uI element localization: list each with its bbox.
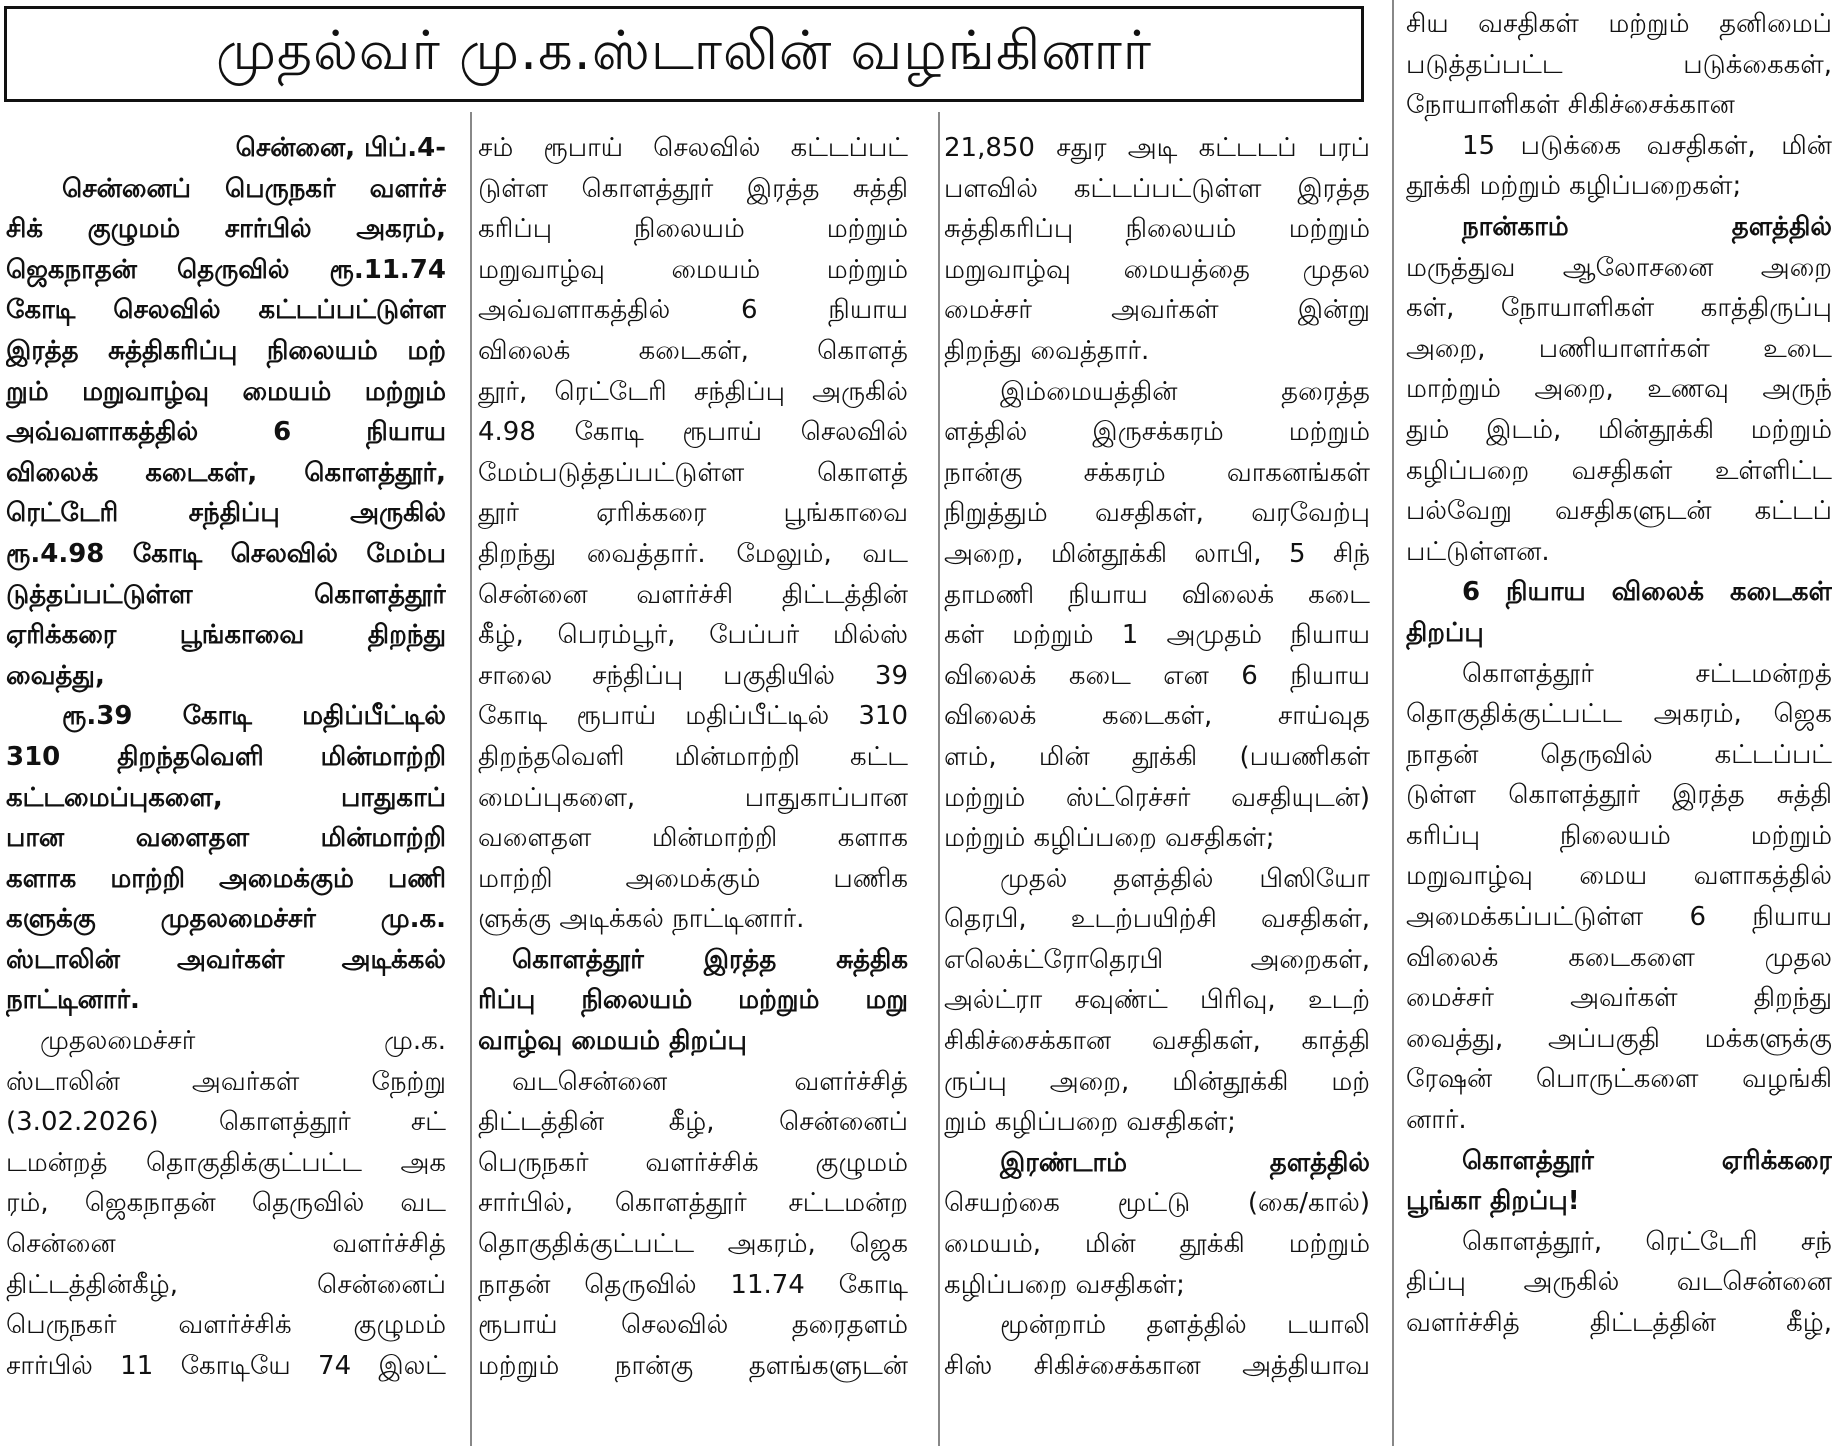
- text-line: தூக்கி மற்றும் கழிப்பறைகள்;: [1406, 171, 1742, 202]
- text-line: மைச்சர் அவர்கள் திறந்து: [1406, 983, 1832, 1014]
- text-line: களுக்கு முதலமைச்சர் மு.க.: [6, 904, 446, 935]
- text-line: றும் மறுவாழ்வு மையம் மற்றும்: [6, 376, 446, 407]
- text-line: சம் ரூபாய் செலவில் கட்டப்பட்: [478, 133, 908, 163]
- text-line: பான வளைதள மின்மாற்றி: [6, 823, 446, 854]
- text-line: தூர், ரெட்டேரி சந்திப்பு அருகில்: [478, 376, 908, 407]
- text-line: கோடி செலவில் கட்டப்பட்டுள்ள: [6, 295, 446, 326]
- text-line: பல்வேறு வசதிகளுடன் கட்டப்: [1406, 496, 1832, 527]
- text-line: சிய வசதிகள் மற்றும் தனிமைப்: [1406, 9, 1832, 39]
- text-line: ளம், மின் தூக்கி (பயணிகள்: [944, 741, 1370, 772]
- text-line: ஸ்டாலின் அவர்கள் அடிக்கல்: [6, 944, 446, 975]
- headline: முதல்வர் மு.க.ஸ்டாலின் வழங்கினார்: [215, 18, 1153, 82]
- text-line: தொகுதிக்குட்பட்ட அகரம், ஜெக: [478, 1229, 908, 1260]
- text-line: வளைதள மின்மாற்றி களாக: [478, 823, 908, 854]
- text-line: மறுவாழ்வு மைய வளாகத்தில்: [1406, 861, 1832, 892]
- text-line: விலைக் கடைகளை முதல: [1406, 942, 1832, 973]
- text-line: திறந்தவெளி மின்மாற்றி கட்ட: [478, 741, 908, 772]
- text-line: களாக மாற்றி அமைக்கும் பணி: [6, 863, 446, 894]
- article-column-1: [6, 128, 446, 1386]
- text-line: மற்றும் கழிப்பறை வசதிகள்;: [944, 823, 1275, 854]
- text-line: இரத்த சுத்திகரிப்பு நிலையம் மற்: [6, 335, 446, 366]
- text-line: பெருநகர் வளர்ச்சிக் குழுமம்: [478, 1147, 908, 1178]
- text-line: விலைக் கடைகள், கொளத்: [478, 335, 908, 366]
- text-line: சென்னை வளர்ச்சி திட்டத்தின்: [478, 579, 908, 610]
- text-line: ரூபாய் செலவில் தரைதளம்: [478, 1310, 908, 1341]
- column-rule: [938, 112, 940, 1446]
- text-line: கழிப்பறை வசதிகள்;: [944, 1269, 1185, 1300]
- text-line: தாமணி நியாய விலைக் கடை: [944, 579, 1370, 610]
- text-line: வாழ்வு மையம் திறப்பு: [478, 1026, 747, 1057]
- text-line: கொளத்தூர் இரத்த சுத்திக: [512, 944, 908, 975]
- article-column-2: [478, 128, 908, 1386]
- article-column-4: [1406, 4, 1832, 1344]
- text-line: மேம்படுத்தப்பட்டுள்ள கொளத்: [478, 457, 908, 488]
- text-line: மைப்புகளை, பாதுகாப்பான: [478, 782, 908, 813]
- text-line: சாலை சந்திப்பு பகுதியில் 39: [478, 660, 908, 691]
- text-line: சிஸ் சிகிச்சைக்கான அத்தியாவ: [944, 1350, 1370, 1381]
- text-line: வைத்து,: [6, 660, 105, 691]
- column-rule: [470, 112, 472, 1446]
- text-line: திப்பு அருகில் வடசென்னை: [1406, 1267, 1832, 1298]
- text-line: விலைக் கடைகள், சாய்வுத: [944, 701, 1370, 732]
- text-line: கழிப்பறை வசதிகள் உள்ளிட்ட: [1406, 455, 1832, 486]
- text-line: பட்டுள்ளன.: [1406, 536, 1550, 567]
- text-line: சுத்திகரிப்பு நிலையம் மற்றும்: [944, 214, 1370, 245]
- text-line: நான்காம் தளத்தில்: [1462, 211, 1832, 242]
- text-line: சென்னை வளர்ச்சித்: [6, 1229, 446, 1260]
- text-line: விலைக் கடைகள், கொளத்தூர்,: [6, 457, 446, 488]
- text-line: கீழ், பெரம்பூர், பேப்பர் மில்ஸ்: [478, 620, 908, 651]
- text-line: கள் மற்றும் 1 அமுதம் நியாய: [944, 620, 1370, 651]
- text-line: டுள்ள கொளத்தூர் இரத்த சுத்தி: [1406, 780, 1832, 811]
- text-line: அவ்வளாகத்தில் 6 நியாய: [6, 417, 446, 448]
- text-line: (3.02.2026) கொளத்தூர் சட்: [6, 1107, 446, 1138]
- text-line: கோடி ரூபாய் மதிப்பீட்டில் 310: [478, 701, 908, 732]
- text-line: மறுவாழ்வு மையம் மற்றும்: [478, 254, 908, 285]
- column-rule: [1392, 0, 1394, 1446]
- text-line: அல்ட்ரா சவுண்ட் பிரிவு, உடற்: [944, 985, 1370, 1016]
- text-line: னார்.: [1406, 1105, 1467, 1136]
- text-line: ளத்தில் இருசக்கரம் மற்றும்: [944, 417, 1370, 448]
- text-line: திட்டத்தின் கீழ், சென்னைப்: [478, 1107, 908, 1138]
- text-line: கரிப்பு நிலையம் மற்றும்: [1406, 820, 1832, 851]
- text-line: டமன்றத் தொகுதிக்குட்பட்ட அக: [6, 1147, 446, 1178]
- text-line: நான்கு சக்கரம் வாகனங்கள்: [944, 457, 1370, 488]
- text-line: மையம், மின் தூக்கி மற்றும்: [944, 1229, 1370, 1260]
- text-line: டுள்ள கொளத்தூர் இரத்த சுத்தி: [478, 173, 908, 204]
- text-line: செயற்கை மூட்டு (கை/கால்): [944, 1188, 1370, 1219]
- text-line: பெருநகர் வளர்ச்சிக் குழுமம்: [6, 1310, 446, 1341]
- text-line: ஏரிக்கரை பூங்காவை திறந்து: [6, 620, 446, 651]
- text-line: திட்டத்தின்கீழ், சென்னைப்: [6, 1269, 446, 1300]
- text-line: அறை, மின்தூக்கி லாபி, 5 சிந்: [944, 538, 1370, 569]
- text-line: மருத்துவ ஆலோசனை அறை: [1406, 252, 1832, 283]
- text-line: எலெக்ட்ரோதெரபி அறைகள்,: [944, 944, 1370, 975]
- text-line: சிக் குழுமம் சார்பில் அகரம்,: [6, 214, 446, 245]
- text-line: முதலமைச்சர் மு.க.: [40, 1026, 446, 1057]
- text-line: தும் இடம், மின்தூக்கி மற்றும்: [1406, 414, 1832, 445]
- text-line: டுத்தப்பட்டுள்ள கொளத்தூர்: [6, 579, 446, 610]
- text-line: கொளத்தூர், ரெட்டேரி சந்: [1462, 1226, 1832, 1257]
- text-line: சிகிச்சைக்கான வசதிகள், காத்தி: [944, 1026, 1370, 1057]
- text-line: வளர்ச்சித் திட்டத்தின் கீழ்,: [1406, 1308, 1832, 1338]
- text-line: கொளத்தூர் ஏரிக்கரை: [1462, 1145, 1832, 1176]
- text-line: படுத்தப்பட்ட படுக்கைகள்,: [1406, 49, 1832, 80]
- text-line: திறந்து வைத்தார்.: [944, 335, 1150, 366]
- text-line: 6 நியாய விலைக் கடைகள்: [1462, 577, 1832, 608]
- text-line: 310 திறந்தவெளி மின்மாற்றி: [6, 741, 446, 772]
- text-line: மாற்றி அமைக்கும் பணிக: [478, 863, 908, 894]
- text-line: ரேஷன் பொருட்களை வழங்கி: [1406, 1064, 1832, 1095]
- text-line: கட்டமைப்புகளை, பாதுகாப்: [6, 782, 446, 813]
- text-line: 15 படுக்கை வசதிகள், மின்: [1462, 130, 1832, 161]
- text-line: தொகுதிக்குட்பட்ட அகரம், ஜெக: [1406, 699, 1832, 730]
- text-line: ரூ.4.98 கோடி செலவில் மேம்ப: [6, 538, 446, 569]
- text-line: அமைக்கப்பட்டுள்ள 6 நியாய: [1406, 902, 1832, 933]
- text-line: பளவில் கட்டப்பட்டுள்ள இரத்த: [944, 173, 1370, 204]
- text-line: மற்றும் ஸ்ட்ரெச்சர் வசதியுடன்): [944, 782, 1370, 813]
- text-line: அவ்வளாகத்தில் 6 நியாய: [478, 295, 908, 326]
- text-line: கொளத்தூர் சட்டமன்றத்: [1462, 658, 1832, 689]
- text-line: திறந்து வைத்தார். மேலும், வட: [478, 538, 908, 569]
- text-line: மைச்சர் அவர்கள் இன்று: [944, 295, 1370, 326]
- text-line: ஸ்டாலின் அவர்கள் நேற்று: [6, 1066, 446, 1097]
- text-line: கள், நோயாளிகள் காத்திருப்பு: [1406, 293, 1832, 324]
- text-line: சார்பில், கொளத்தூர் சட்டமன்ற: [478, 1188, 908, 1219]
- text-line: ஜெகநாதன் தெருவில் ரூ.11.74: [6, 254, 446, 285]
- text-line: மறுவாழ்வு மையத்தை முதல: [944, 254, 1370, 285]
- text-line: வடசென்னை வளர்ச்சித்: [512, 1066, 908, 1097]
- text-line: வைத்து, அப்பகுதி மக்களுக்கு: [1406, 1023, 1832, 1054]
- text-line: நிறுத்தும் வசதிகள், வரவேற்பு: [944, 498, 1370, 529]
- text-line: திறப்பு: [1406, 617, 1484, 648]
- text-line: நோயாளிகள் சிகிச்சைக்கான: [1406, 90, 1735, 121]
- text-line: சார்பில் 11 கோடியே 74 இலட்: [6, 1350, 446, 1381]
- text-line: பூங்கா திறப்பு!: [1406, 1186, 1580, 1217]
- text-line: நாதன் தெருவில் கட்டப்பட்: [1406, 739, 1832, 770]
- text-line: நாட்டினார்.: [6, 985, 140, 1016]
- text-line: அறை, பணியாளர்கள் உடை: [1406, 333, 1832, 364]
- text-line: ரிப்பு நிலையம் மற்றும் மறு: [478, 985, 908, 1016]
- text-line: மற்றும் நான்கு தளங்களுடன்: [478, 1350, 908, 1381]
- text-line: 21,850 சதுர அடி கட்டடப் பரப்: [944, 133, 1370, 163]
- text-line: ரெட்டேரி சந்திப்பு அருகில்: [6, 498, 446, 529]
- text-line: மூன்றாம் தளத்தில் டயாலி: [1000, 1310, 1370, 1341]
- text-line: மாற்றும் அறை, உணவு அருந்: [1406, 374, 1832, 405]
- text-line: தூர் ஏரிக்கரை பூங்காவை: [478, 498, 908, 529]
- text-line: றும் கழிப்பறை வசதிகள்;: [944, 1107, 1236, 1138]
- text-line: விலைக் கடை என 6 நியாய: [944, 660, 1370, 691]
- text-line: தெரபி, உடற்பயிற்சி வசதிகள்,: [944, 904, 1370, 935]
- text-line: முதல் தளத்தில் பிஸியோ: [1000, 863, 1370, 894]
- text-line: ரூ.39 கோடி மதிப்பீட்டில்: [62, 701, 446, 732]
- text-line: இரண்டாம் தளத்தில்: [1000, 1147, 1370, 1178]
- text-line: கரிப்பு நிலையம் மற்றும்: [478, 214, 908, 245]
- headline-box: [4, 6, 1364, 102]
- text-line: 4.98 கோடி ரூபாய் செலவில்: [478, 417, 908, 448]
- article-column-3: [944, 128, 1370, 1386]
- text-line: ளுக்கு அடிக்கல் நாட்டினார்.: [478, 904, 805, 935]
- text-line: ரம், ஜெகநாதன் தெருவில் வட: [6, 1188, 446, 1219]
- text-line: நாதன் தெருவில் 11.74 கோடி: [478, 1269, 908, 1300]
- text-line: சென்னைப் பெருநகர் வளர்ச்: [62, 173, 446, 204]
- text-line: இம்மையத்தின் தரைத்த: [1000, 376, 1370, 407]
- text-line: ருப்பு அறை, மின்தூக்கி மற்: [944, 1066, 1370, 1097]
- text-line: சென்னை, பிப்.4-: [235, 133, 446, 163]
